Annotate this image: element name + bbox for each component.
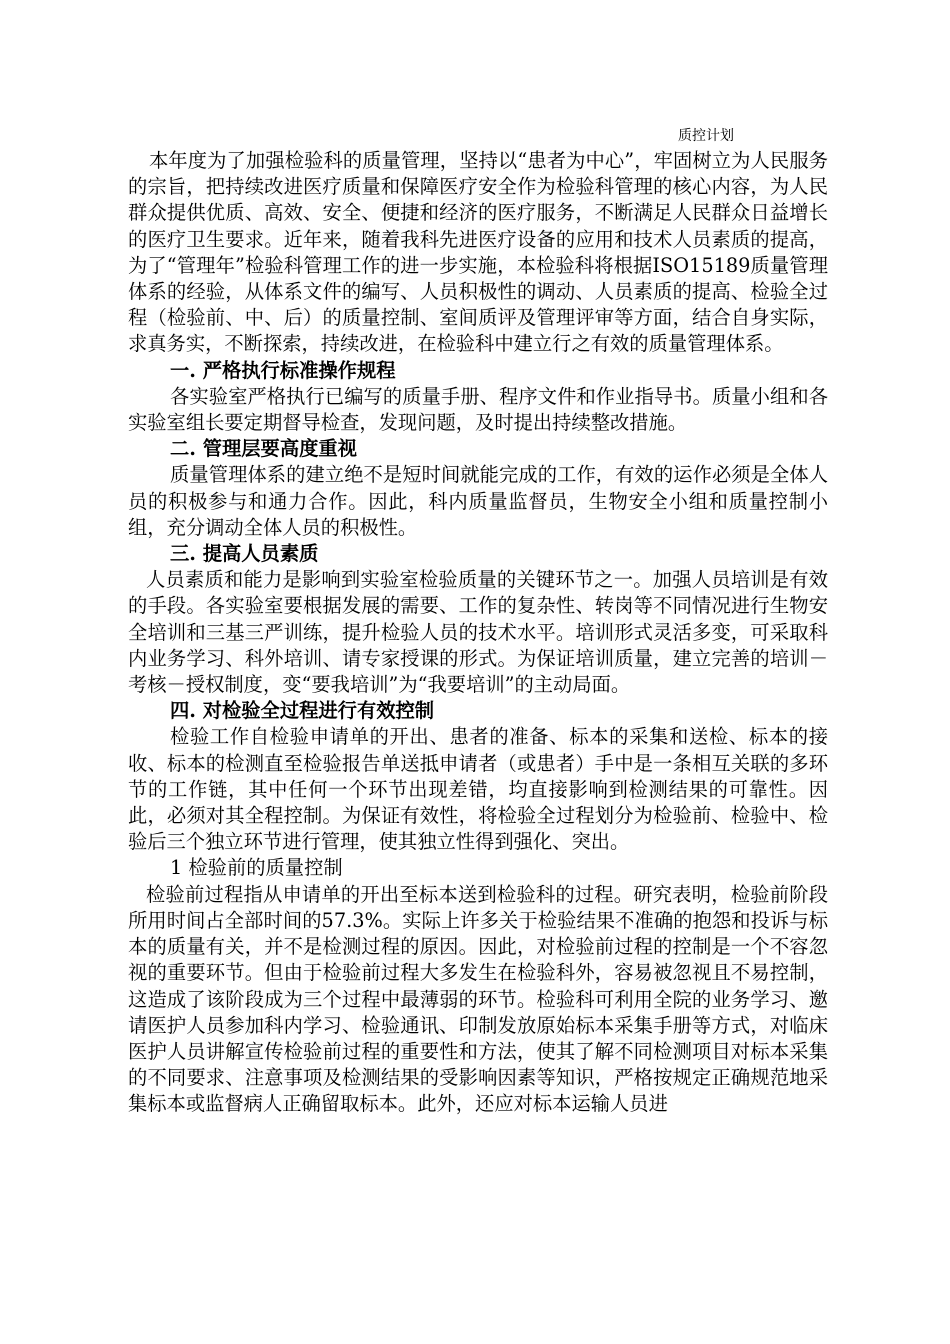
intro-paragraph: 本年度为了加强检验科的质量管理，坚持以“患者为中心”，牢固树立为人民服务的宗旨，把持续改进医疗质量和保障医疗安全作为检验科管理的核心内容，为人民群众提供优质、高效、安全、便捷和经济的医疗服务，不断满足人民群众日益增长的医疗卫生要求。近年来，随着我科先进医疗设备的应用和技术人员素质的提高，为了“管理年”检验科管理工作的进一步实施，本检验科将根据ISO15189质量管理体系的经验，从体系文件的编写、人员积极性的调动、人员素质的提高、检验全过程（检验前、中、后）的质量控制、室间质评及管理评审等方面，结合自身实际，求真务实，不断探索，持续改进，在检验科中建立行之有效的质量管理体系。 [128,149,828,356]
section-1-heading: 一. 严格执行标准操作规程 [170,358,396,382]
section-4-heading: 四. 对检验全过程进行有效控制 [170,699,435,723]
section-1-text: 各实验室严格执行已编写的质量手册、程序文件和作业指导书。质量小组和各实验室组长要定期督导检查，发现问题，及时提出持续整改措施。 [128,384,828,435]
section-3-text: 人员素质和能力是影响到实验室检验质量的关键环节之一。加强人员培训是有效的手段。各实验室要根据发展的需要、工作的复杂性、转岗等不同情况进行生物安全培训和三基三严训练，提升检验人员的技术水平。培训形式灵活多变，可采取科内业务学习、科外培训、请专家授课的形式。为保证培训质量，建立完善的培训－考核－授权制度，变“要我培训”为“我要培训”的主动局面。 [128,568,828,697]
page-header: 质控计划 [678,128,734,144]
section-4-text: 检验工作自检验申请单的开出、患者的准备、标本的采集和送检、标本的接收、标本的检测直至检验报告单送抵申请者（或患者）手中是一条相互关联的多环节的工作链，其中任何一个环节出现差错，均直接影响到检测结果的可靠性。因此，必须对其全程控制。为保证有效性，将检验全过程划分为检验前、检验中、检验后三个独立环节进行管理，使其独立性得到强化、突出。 [128,725,828,854]
section-3-heading: 三. 提高人员素质 [170,542,319,566]
section-2-heading: 二. 管理层要高度重视 [170,437,357,461]
document-body [128,148,828,1118]
subsection-text: 检验前过程指从申请单的开出至标本送到检验科的过程。研究表明，检验前阶段所用时间占全部时间的57.3%。实际上许多关于检验结果不准确的抱怨和投诉与标本的质量有关，并不是检测过程的原因。因此，对检验前过程的控制是一个不容忽视的重要环节。但由于检验前过程大多发生在检验科外，容易被忽视且不易控制，这造成了该阶段成为三个过程中最薄弱的环节。检验科可利用全院的业务学习、邀请医护人员参加科内学习、检验通讯、印制发放原始标本采集手册等方式，对临床医护人员讲解宣传检验前过程的重要性和方法，使其了解不同检测项目对标本采集的不同要求、注意事项及检测结果的受影响因素等知识，严格按规定正确规范地采集标本或监督病人正确留取标本。此外，还应对标本运输人员进 [128,882,828,1116]
subsection-heading: 1 检验前的质量控制 [170,856,343,880]
section-2-text: 质量管理体系的建立绝不是短时间就能完成的工作，有效的运作必须是全体人员的积极参与和通力合作。因此，科内质量监督员，生物安全小组和质量控制小组，充分调动全体人员的积极性。 [128,463,828,539]
